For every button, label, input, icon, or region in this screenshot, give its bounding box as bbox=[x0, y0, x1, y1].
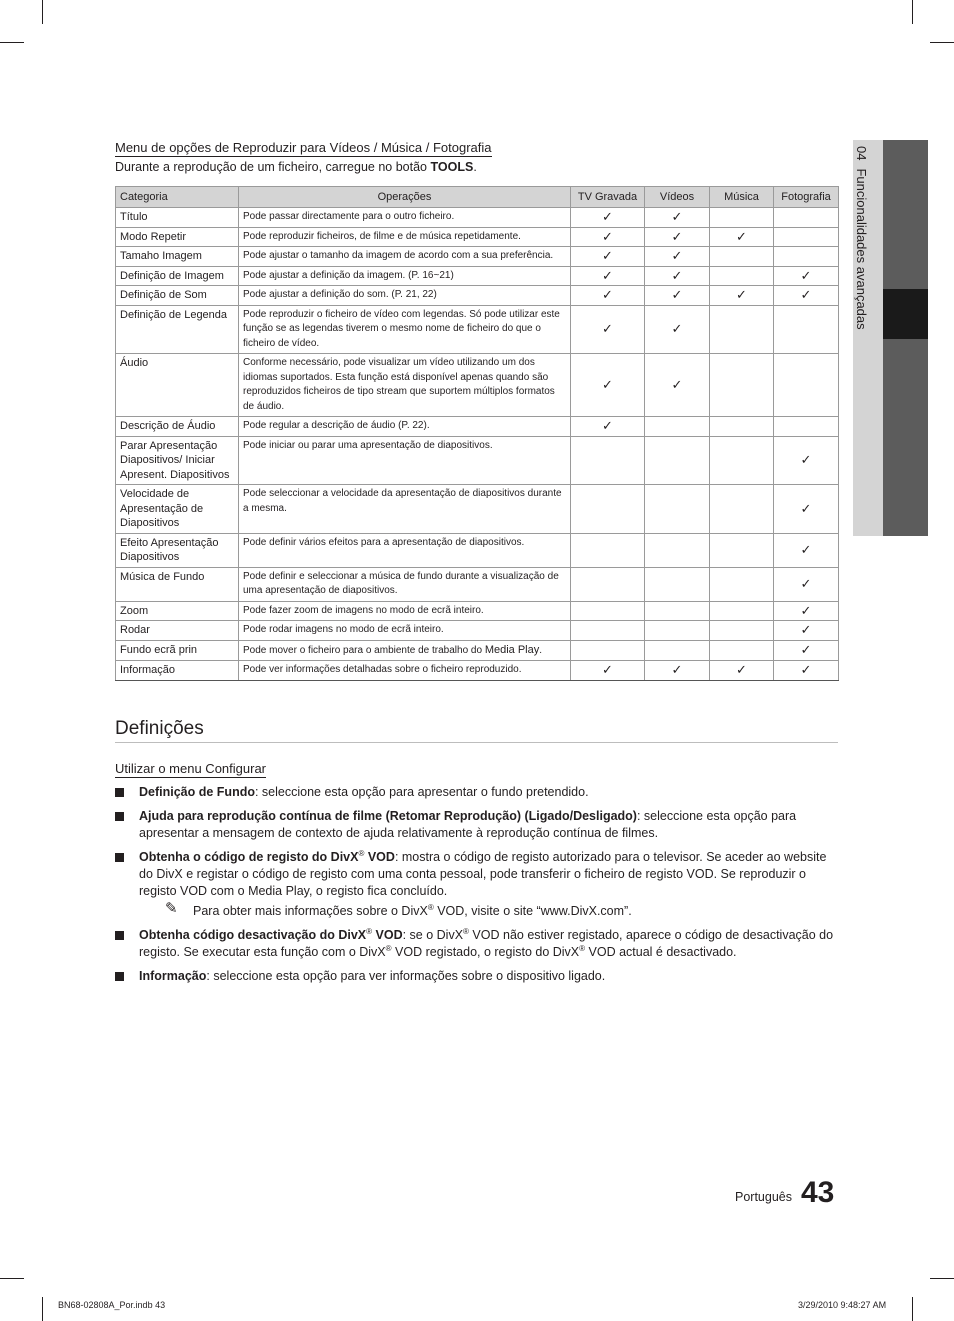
table-row bbox=[116, 601, 839, 621]
check-icon: ✓ bbox=[602, 287, 613, 302]
check-cell-tv-recorded bbox=[571, 485, 645, 534]
bullet-square-icon bbox=[115, 853, 124, 862]
category-cell: Parar Apresentação Diapositivos/ Iniciar Apresent. Diapositivos bbox=[116, 436, 239, 485]
table-row bbox=[116, 247, 839, 267]
definitions-title: Definições bbox=[115, 718, 204, 739]
check-icon: ✓ bbox=[602, 267, 613, 283]
check-icon: ✓ bbox=[602, 376, 613, 392]
list-item: Obtenha o código de registo do DivX® VOD: mostra o código de registo autorizado para o televisor. Se aceder ao website do DivX e registar o código de registo com uma conta pessoal, pode transferir o ficheiro de registo VOD. Se reproduzir o registo VOD com o Media Play, o registo fica concluído. ✎ Para obter mais informações sobre o DivX® VOD, visite o site “www.DivX.com”. bbox=[115, 849, 838, 920]
category-cell: Definição de Som bbox=[116, 286, 239, 306]
operation-cell: Pode iniciar ou parar uma apresentação de diapositivos. bbox=[239, 436, 571, 485]
col-header-photo: Fotografia bbox=[774, 187, 839, 208]
check-cell-photo bbox=[774, 247, 839, 267]
operation-cell: Pode reproduzir ficheiros, de filme e de música repetidamente. bbox=[239, 227, 571, 247]
check-cell-videos bbox=[645, 485, 710, 534]
check-icon: ✓ bbox=[800, 500, 812, 516]
list-item: Ajuda para reprodução contínua de filme (Retomar Reprodução) (Ligado/Desligado): seleccione esta opção para apresentar a mensagem de contexto de ajuda relativamente à reprodução contínua de filmes. bbox=[115, 808, 838, 842]
check-cell-videos bbox=[645, 640, 710, 661]
check-cell-tv-recorded bbox=[571, 661, 645, 681]
chapter-label bbox=[854, 146, 869, 330]
check-cell-videos bbox=[645, 621, 710, 641]
check-icon: ✓ bbox=[800, 267, 812, 283]
check-icon: ✓ bbox=[602, 321, 613, 336]
table-row bbox=[116, 533, 839, 567]
operation-cell: Pode fazer zoom de imagens no modo de ecrã inteiro. bbox=[239, 601, 571, 621]
check-icon: ✓ bbox=[800, 642, 812, 657]
table-row bbox=[116, 286, 839, 306]
chapter-side-tab bbox=[853, 140, 928, 536]
bullet-square-icon bbox=[115, 788, 124, 797]
check-cell-tv-recorded bbox=[571, 227, 645, 247]
check-icon: ✓ bbox=[671, 248, 683, 263]
category-cell: Áudio bbox=[116, 354, 239, 417]
col-header-category: Categoria bbox=[116, 187, 239, 208]
note: ✎ Para obter mais informações sobre o DivX® VOD, visite o site “www.DivX.com”. bbox=[165, 900, 632, 918]
check-cell-videos bbox=[645, 286, 710, 306]
check-cell-music bbox=[710, 485, 774, 534]
check-cell-music bbox=[710, 227, 774, 247]
category-cell: Informação bbox=[116, 661, 239, 681]
check-cell-videos bbox=[645, 601, 710, 621]
menu-section-intro: Durante a reprodução de um ficheiro, carregue no botão TOOLS. bbox=[115, 160, 477, 174]
definitions-list bbox=[115, 784, 838, 992]
crop-mark bbox=[42, 0, 43, 24]
col-header-tv-recorded: TV Gravada bbox=[571, 187, 645, 208]
operation-cell: Pode ajustar a definição da imagem. (P. 16~21) bbox=[239, 266, 571, 286]
check-cell-photo bbox=[774, 286, 839, 306]
check-icon: ✓ bbox=[671, 321, 683, 336]
check-cell-photo bbox=[774, 533, 839, 567]
check-icon: ✓ bbox=[800, 602, 812, 618]
check-cell-photo bbox=[774, 227, 839, 247]
check-cell-photo bbox=[774, 485, 839, 534]
bullet-square-icon bbox=[115, 812, 124, 821]
list-item: Definição de Fundo: seleccione esta opção para apresentar o fundo pretendido. bbox=[115, 784, 838, 801]
operation-cell: Pode mover o ficheiro para o ambiente de trabalho do Media Play. bbox=[239, 640, 571, 661]
footer-language: Português bbox=[735, 1190, 792, 1204]
print-timestamp: 3/29/2010 9:48:27 AM bbox=[798, 1300, 887, 1310]
check-icon: ✓ bbox=[736, 228, 747, 244]
category-cell: Definição de Legenda bbox=[116, 305, 239, 354]
table-header-row bbox=[116, 187, 839, 208]
check-cell-music bbox=[710, 417, 774, 437]
check-cell-music bbox=[710, 640, 774, 661]
check-icon: ✓ bbox=[602, 248, 613, 263]
category-cell: Título bbox=[116, 208, 239, 228]
check-cell-videos bbox=[645, 305, 710, 354]
check-icon: ✓ bbox=[602, 662, 613, 677]
divider bbox=[115, 742, 838, 743]
check-cell-videos bbox=[645, 436, 710, 485]
check-cell-music bbox=[710, 661, 774, 681]
check-icon: ✓ bbox=[602, 209, 613, 224]
check-cell-photo bbox=[774, 208, 839, 228]
bullet-square-icon bbox=[115, 931, 124, 940]
operation-cell: Pode regular a descrição de áudio (P. 22). bbox=[239, 417, 571, 437]
category-cell: Modo Repetir bbox=[116, 227, 239, 247]
check-icon: ✓ bbox=[671, 228, 683, 244]
table-row bbox=[116, 227, 839, 247]
check-cell-photo bbox=[774, 305, 839, 354]
check-cell-tv-recorded bbox=[571, 417, 645, 437]
crop-mark bbox=[42, 1297, 43, 1321]
table-row bbox=[116, 266, 839, 286]
crop-mark bbox=[0, 1278, 24, 1279]
check-icon: ✓ bbox=[602, 228, 613, 244]
check-icon: ✓ bbox=[800, 662, 812, 677]
category-cell: Definição de Imagem bbox=[116, 266, 239, 286]
category-cell: Música de Fundo bbox=[116, 567, 239, 601]
check-cell-photo bbox=[774, 567, 839, 601]
check-cell-photo bbox=[774, 436, 839, 485]
category-cell: Rodar bbox=[116, 621, 239, 641]
check-cell-music bbox=[710, 354, 774, 417]
table-row bbox=[116, 354, 839, 417]
category-cell: Fundo ecrã prin bbox=[116, 640, 239, 661]
check-icon: ✓ bbox=[671, 287, 683, 302]
operation-cell: Pode passar directamente para o outro ficheiro. bbox=[239, 208, 571, 228]
operation-cell: Pode ver informações detalhadas sobre o ficheiro reproduzido. bbox=[239, 661, 571, 681]
menu-section-title: Menu de opções de Reproduzir para Vídeos / Música / Fotografia bbox=[115, 140, 492, 155]
table-row bbox=[116, 661, 839, 681]
table-row bbox=[116, 621, 839, 641]
check-cell-photo bbox=[774, 354, 839, 417]
check-cell-photo bbox=[774, 266, 839, 286]
check-icon: ✓ bbox=[800, 452, 812, 467]
check-icon: ✓ bbox=[800, 287, 812, 302]
setup-menu-subtitle: Utilizar o menu Configurar bbox=[115, 761, 267, 776]
check-cell-tv-recorded bbox=[571, 533, 645, 567]
check-cell-tv-recorded bbox=[571, 286, 645, 306]
category-cell: Descrição de Áudio bbox=[116, 417, 239, 437]
check-cell-videos bbox=[645, 417, 710, 437]
check-cell-videos bbox=[645, 247, 710, 267]
check-cell-tv-recorded bbox=[571, 247, 645, 267]
category-cell: Efeito Apresentação Diapositivos bbox=[116, 533, 239, 567]
col-header-videos: Vídeos bbox=[645, 187, 710, 208]
check-icon: ✓ bbox=[602, 418, 613, 433]
col-header-operations: Operações bbox=[239, 187, 571, 208]
table-row bbox=[116, 485, 839, 534]
check-cell-tv-recorded bbox=[571, 640, 645, 661]
check-icon: ✓ bbox=[800, 575, 812, 591]
check-cell-music bbox=[710, 305, 774, 354]
check-cell-tv-recorded bbox=[571, 601, 645, 621]
check-icon: ✓ bbox=[736, 287, 747, 302]
check-cell-videos bbox=[645, 354, 710, 417]
operation-cell: Pode reproduzir o ficheiro de vídeo com legendas. Só pode utilizar este função se as legendas tiverem o mesmo nome de ficheiro do que o ficheiro de vídeo. bbox=[239, 305, 571, 354]
table-row bbox=[116, 305, 839, 354]
check-cell-music bbox=[710, 601, 774, 621]
check-icon: ✓ bbox=[800, 541, 812, 557]
check-cell-music bbox=[710, 436, 774, 485]
check-icon: ✓ bbox=[671, 376, 683, 392]
table-row bbox=[116, 567, 839, 601]
operation-cell: Pode rodar imagens no modo de ecrã inteiro. bbox=[239, 621, 571, 641]
check-cell-videos bbox=[645, 533, 710, 567]
check-cell-tv-recorded bbox=[571, 621, 645, 641]
check-cell-tv-recorded bbox=[571, 436, 645, 485]
check-cell-videos bbox=[645, 208, 710, 228]
category-cell: Velocidade de Apresentação de Diapositivos bbox=[116, 485, 239, 534]
check-cell-tv-recorded bbox=[571, 354, 645, 417]
check-cell-music bbox=[710, 621, 774, 641]
operation-cell: Pode seleccionar a velocidade da apresentação de diapositivos durante a mesma. bbox=[239, 485, 571, 534]
category-cell: Zoom bbox=[116, 601, 239, 621]
check-cell-photo bbox=[774, 417, 839, 437]
check-cell-videos bbox=[645, 661, 710, 681]
chapter-number: 04 bbox=[854, 146, 869, 161]
category-cell: Tamaho Imagem bbox=[116, 247, 239, 267]
table-row bbox=[116, 417, 839, 437]
operation-cell: Pode definir e seleccionar a música de fundo durante a visualização de uma apresentação de diapositivos. bbox=[239, 567, 571, 601]
table-row bbox=[116, 208, 839, 228]
check-icon: ✓ bbox=[671, 662, 683, 677]
check-cell-photo bbox=[774, 601, 839, 621]
print-file-info: BN68-02808A_Por.indb 43 bbox=[58, 1300, 166, 1310]
operation-cell: Pode ajustar a definição do som. (P. 21, 22) bbox=[239, 286, 571, 306]
check-cell-tv-recorded bbox=[571, 208, 645, 228]
table-row bbox=[116, 640, 839, 661]
check-icon: ✓ bbox=[671, 267, 683, 283]
check-cell-music bbox=[710, 247, 774, 267]
check-cell-tv-recorded bbox=[571, 266, 645, 286]
check-cell-photo bbox=[774, 640, 839, 661]
check-cell-music bbox=[710, 266, 774, 286]
chapter-title: Funcionalidades avançadas bbox=[854, 168, 869, 330]
check-cell-photo bbox=[774, 661, 839, 681]
crop-mark bbox=[0, 42, 24, 43]
check-cell-tv-recorded bbox=[571, 305, 645, 354]
list-item: Obtenha código desactivação do DivX® VOD: se o DivX® VOD não estiver registado, aparece o código de desactivação do registo. Se executar esta função com o DivX® VOD registado, o registo do DivX® VOD actual é desactivado. bbox=[115, 927, 838, 961]
crop-mark bbox=[912, 1297, 913, 1321]
operation-cell: Conforme necessário, pode visualizar um vídeo utilizando um dos idiomas suportados. Esta função está disponível apenas quando são reproduzidos ficheiros de tipo stream que suportem múltiplos formatos de áudio. bbox=[239, 354, 571, 417]
options-table bbox=[115, 186, 839, 681]
check-cell-music bbox=[710, 533, 774, 567]
crop-mark bbox=[930, 42, 954, 43]
crop-mark bbox=[930, 1278, 954, 1279]
check-icon: ✓ bbox=[800, 622, 812, 637]
check-icon: ✓ bbox=[736, 662, 747, 677]
check-cell-videos bbox=[645, 567, 710, 601]
check-cell-tv-recorded bbox=[571, 567, 645, 601]
tools-key: TOOLS bbox=[430, 160, 474, 174]
operation-cell: Pode definir vários efeitos para a apresentação de diapositivos. bbox=[239, 533, 571, 567]
note-pencil-icon: ✎ bbox=[165, 900, 178, 917]
check-cell-music bbox=[710, 286, 774, 306]
page-number: 43 bbox=[801, 1176, 835, 1209]
check-cell-photo bbox=[774, 621, 839, 641]
check-cell-music bbox=[710, 567, 774, 601]
check-icon: ✓ bbox=[671, 209, 683, 224]
active-chapter-marker bbox=[883, 289, 928, 339]
operation-cell: Pode ajustar o tamanho da imagem de acordo com a sua preferência. bbox=[239, 247, 571, 267]
check-cell-videos bbox=[645, 227, 710, 247]
crop-mark bbox=[912, 0, 913, 24]
check-cell-videos bbox=[645, 266, 710, 286]
check-cell-music bbox=[710, 208, 774, 228]
bullet-square-icon bbox=[115, 972, 124, 981]
list-item: Informação: seleccione esta opção para ver informações sobre o dispositivo ligado. bbox=[115, 968, 838, 985]
table-row bbox=[116, 436, 839, 485]
col-header-music: Música bbox=[710, 187, 774, 208]
